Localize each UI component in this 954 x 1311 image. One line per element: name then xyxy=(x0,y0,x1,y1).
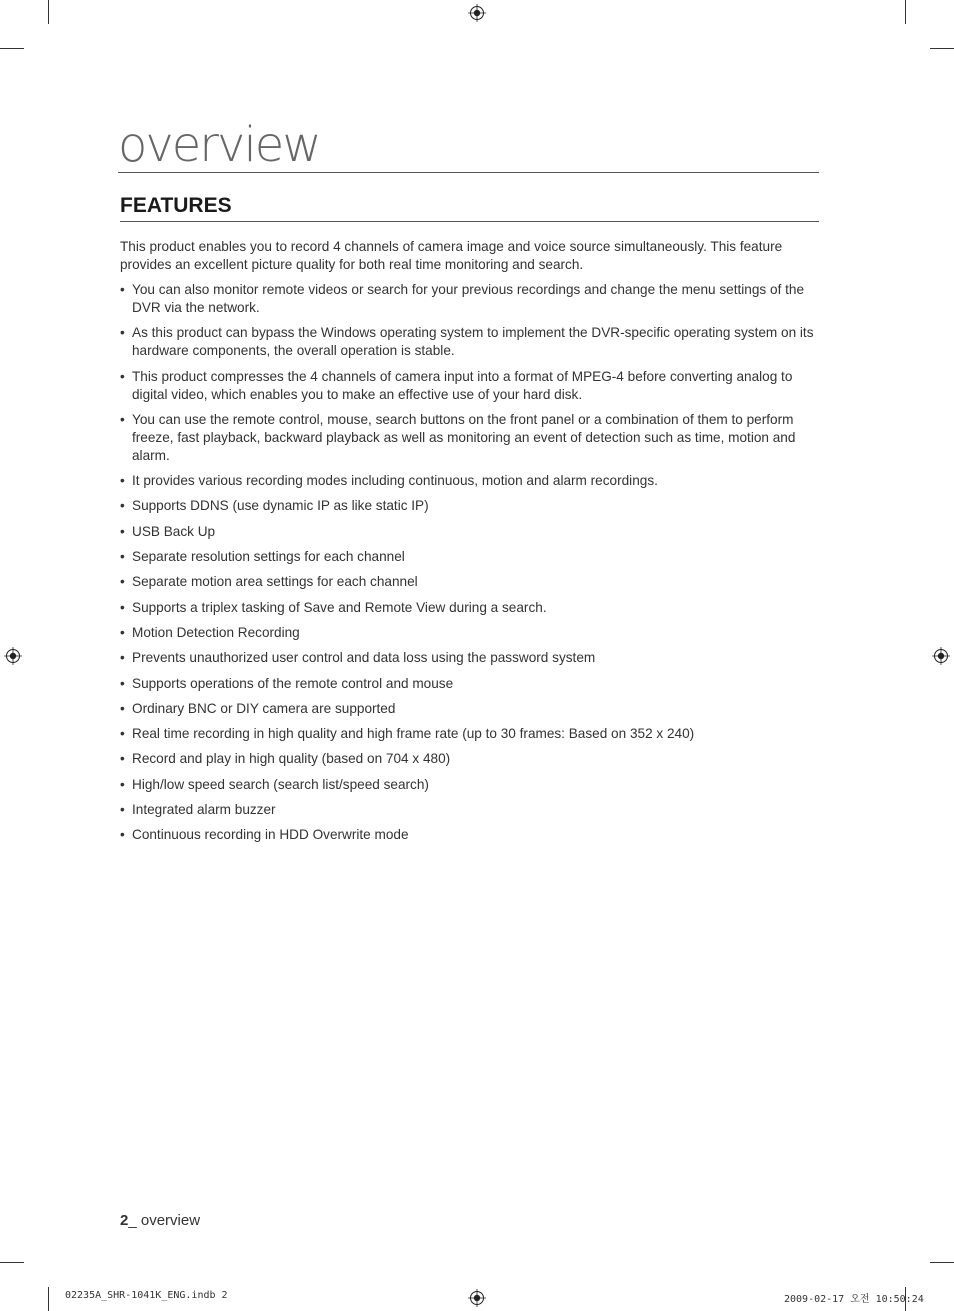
list-item: • Record and play in high quality (based on 704 x 480) xyxy=(120,751,451,767)
feature-list xyxy=(120,281,822,852)
chapter-header xyxy=(118,118,819,173)
list-item: • High/low speed search (search list/speed search) xyxy=(120,776,429,792)
chapter-title: overview xyxy=(118,117,320,173)
bullet-icon: • xyxy=(120,726,125,742)
bullet-icon: • xyxy=(120,498,125,514)
page-footer xyxy=(120,1212,200,1229)
bullet-icon: • xyxy=(120,368,125,384)
crop-mark-top-right-v xyxy=(905,0,906,24)
list-item: • USB Back Up xyxy=(120,523,216,539)
bullet-icon: • xyxy=(120,574,125,590)
list-item: • Real time recording in high quality and high frame rate (up to 30 frames: Based on 352 x 240) xyxy=(120,726,695,742)
footer-label: _ overview xyxy=(128,1212,201,1229)
list-item: • This product compresses the 4 channels of camera input into a format of MPEG-4 before converting analog to digital video, which enables you to make an effective use of your hard disk. xyxy=(120,368,793,402)
crop-mark-top-left-h xyxy=(0,48,24,49)
bullet-icon: • xyxy=(120,523,125,539)
list-item: • Supports operations of the remote control and mouse xyxy=(120,675,454,691)
bullet-icon: • xyxy=(120,827,125,843)
list-item: • Ordinary BNC or DIY camera are supported xyxy=(120,700,396,716)
list-item: • Supports DDNS (use dynamic IP as like static IP) xyxy=(120,498,429,514)
bullet-icon: • xyxy=(120,473,125,489)
registration-mark-top-icon xyxy=(468,4,486,22)
bullet-icon: • xyxy=(120,802,125,818)
slug-timestamp: 2009-02-17 오전 10:50:24 xyxy=(784,1294,924,1305)
crop-mark-top-right-h xyxy=(930,48,954,49)
bullet-icon: • xyxy=(120,700,125,716)
list-item: • Motion Detection Recording xyxy=(120,624,300,640)
bullet-icon: • xyxy=(120,325,125,341)
crop-mark-bottom-left-v xyxy=(48,1287,49,1311)
crop-mark-top-left-v xyxy=(48,0,49,24)
bullet-icon: • xyxy=(120,776,125,792)
intro-paragraph: This product enables you to record 4 channels of camera image and voice source simultaneously. This feature provides an excellent picture quality for both real time monitoring and search. xyxy=(120,239,783,272)
list-item: • You can also monitor remote videos or search for your previous recordings and change the menu settings of the DVR via the network. xyxy=(120,282,805,315)
section-header xyxy=(120,194,819,222)
crop-mark-bottom-left-h xyxy=(0,1262,24,1263)
registration-mark-right-icon xyxy=(932,647,950,665)
section-title: FEATURES xyxy=(120,194,232,217)
bullet-icon: • xyxy=(120,751,125,767)
list-item: • It provides various recording modes including continuous, motion and alarm recordings. xyxy=(120,473,658,489)
crop-mark-bottom-right-h xyxy=(930,1262,954,1263)
slug-file: 02235A_SHR-1041K_ENG.indb 2 xyxy=(65,1290,228,1301)
bullet-icon: • xyxy=(120,624,125,640)
list-item: • Separate resolution settings for each channel xyxy=(120,549,405,565)
list-item: • Continuous recording in HDD Overwrite mode xyxy=(120,827,409,843)
registration-mark-bottom-icon xyxy=(468,1289,486,1307)
bullet-icon: • xyxy=(120,549,125,565)
list-item: • Integrated alarm buzzer xyxy=(120,802,276,818)
list-item: • Prevents unauthorized user control and data loss using the password system xyxy=(120,650,596,666)
bullet-icon: • xyxy=(120,282,125,297)
list-item: • Separate motion area settings for each channel xyxy=(120,574,418,590)
list-item: • You can use the remote control, mouse, search buttons on the front panel or a combination of them to perform freeze, fast playback, backward playback as well as monitoring an event of detection such as time, motion and alarm. xyxy=(120,411,796,463)
list-item: • Supports a triplex tasking of Save and Remote View during a search. xyxy=(120,599,547,615)
bullet-icon: • xyxy=(120,599,125,615)
page-number: 2 xyxy=(120,1212,129,1229)
list-item: • As this product can bypass the Windows operating system to implement the DVR-specific operating system on its hardware components, the overall operation is stable. xyxy=(120,325,814,359)
registration-mark-left-icon xyxy=(4,647,22,665)
bullet-icon: • xyxy=(120,650,125,666)
bullet-icon: • xyxy=(120,411,125,427)
bullet-icon: • xyxy=(120,675,125,691)
